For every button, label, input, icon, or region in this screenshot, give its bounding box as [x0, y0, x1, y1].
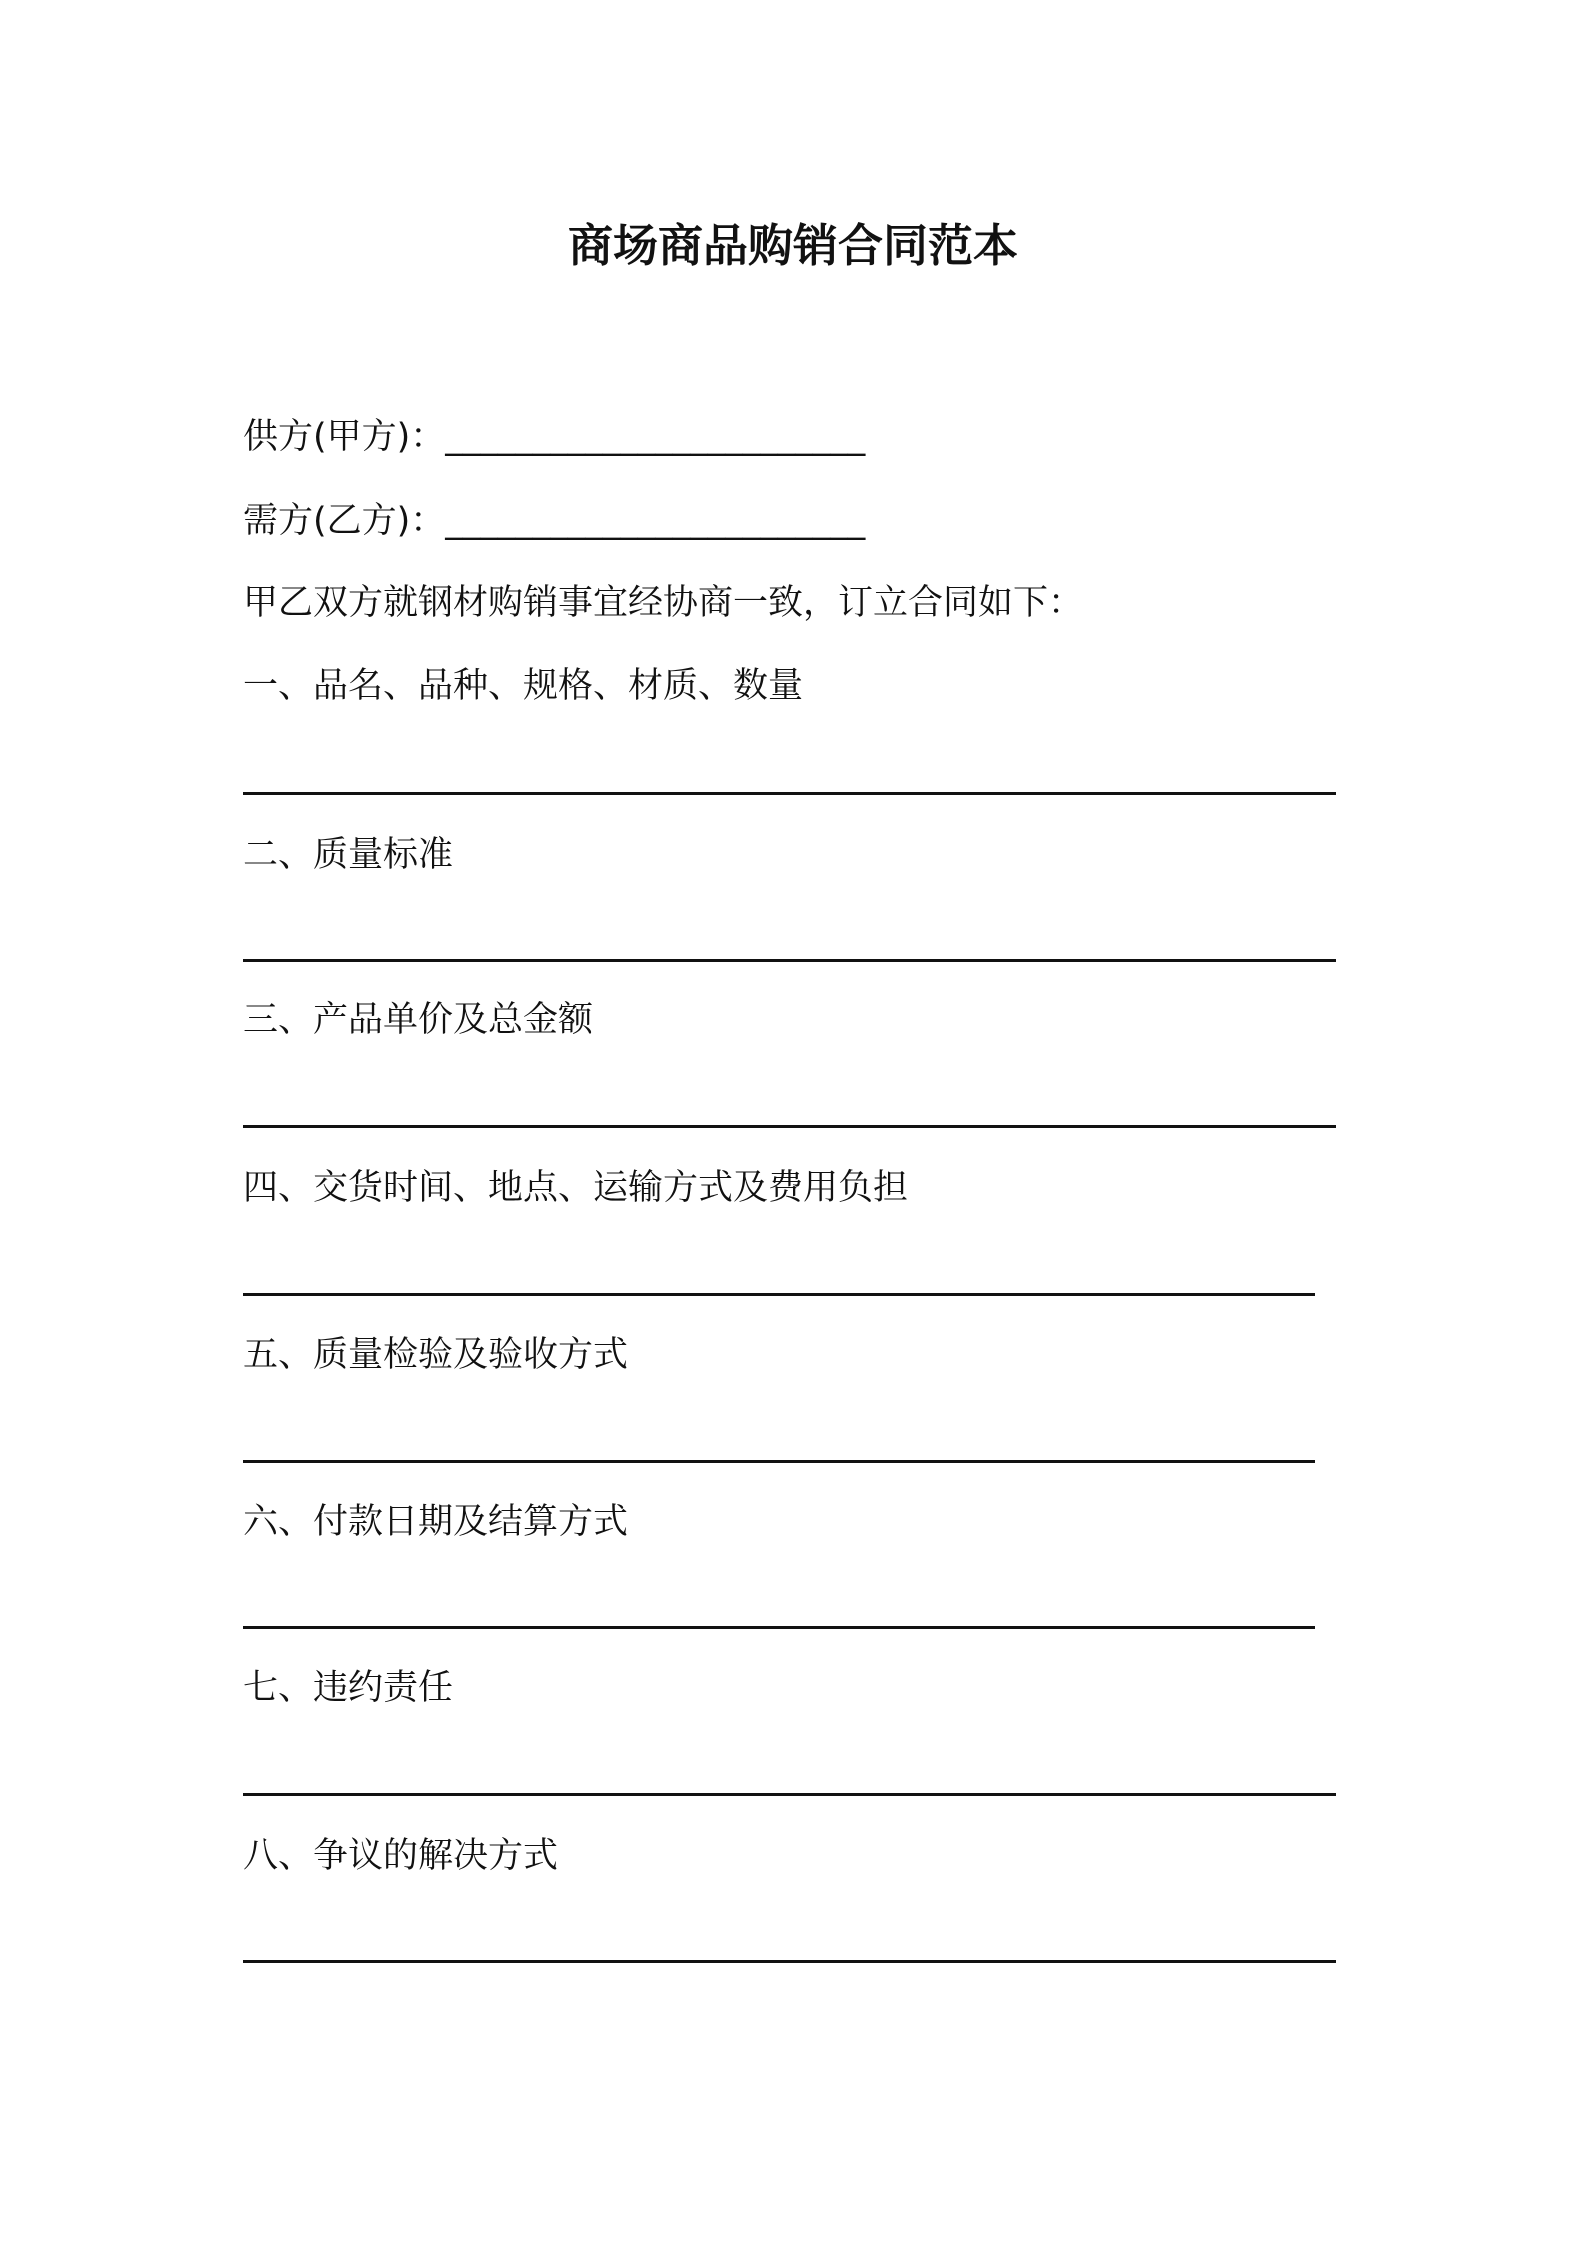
section-7-heading: 七、违约责任: [243, 1668, 454, 1708]
section-5-heading: 五、质量检验及验收方式: [243, 1335, 629, 1375]
section-6-blank-line: [243, 1626, 1315, 1629]
section-1-heading: 一、品名、品种、规格、材质、数量: [243, 666, 804, 706]
section-6-heading: 六、付款日期及结算方式: [243, 1502, 629, 1542]
section-8-heading: 八、争议的解决方式: [243, 1836, 559, 1876]
section-1-blank-line: [243, 792, 1336, 795]
section-3-blank-line: [243, 1125, 1336, 1128]
supplier-field: 供方(甲方)：________________________: [243, 417, 866, 457]
section-4-heading: 四、交货时间、地点、运输方式及费用负担: [243, 1168, 909, 1208]
section-7-blank-line: [243, 1793, 1336, 1796]
section-2-heading: 二、质量标准: [243, 835, 454, 875]
preamble: 甲乙双方就钢材购销事宜经协商一致，订立合同如下：: [243, 583, 1084, 623]
section-2-blank-line: [243, 959, 1336, 962]
section-4-blank-line: [243, 1293, 1315, 1296]
section-5-blank-line: [243, 1460, 1315, 1463]
buyer-field: 需方(乙方)：________________________: [243, 501, 866, 541]
section-3-heading: 三、产品单价及总金额: [243, 1000, 594, 1040]
section-8-blank-line: [243, 1960, 1336, 1963]
document-title: 商场商品购销合同范本: [567, 219, 1018, 272]
